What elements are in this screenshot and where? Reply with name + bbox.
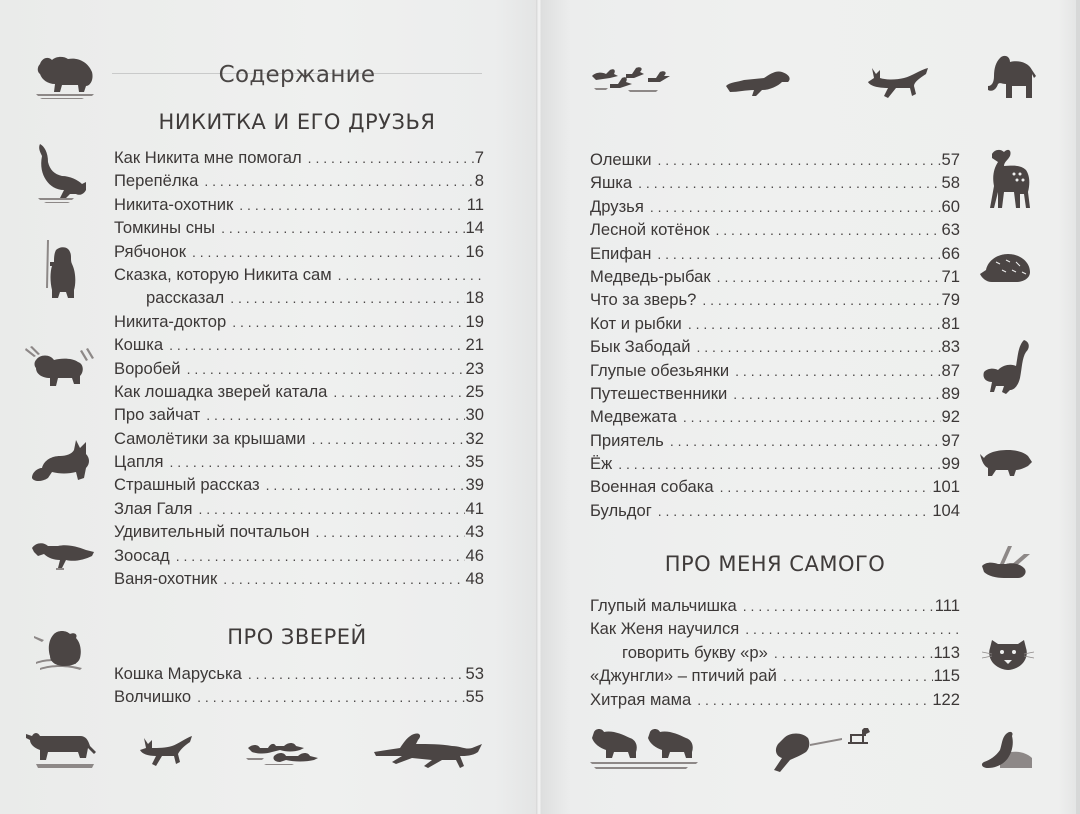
toc-item[interactable]: Олешки . . . 57 xyxy=(590,148,960,171)
page-number: 122 xyxy=(932,689,960,709)
bird-flying-icon xyxy=(978,544,1034,586)
page-number: 18 xyxy=(465,288,484,308)
toc-item[interactable]: Кошка Маруська . . . 53 xyxy=(114,662,484,685)
toc-item[interactable]: Как Никита мне помогал . . . 7 xyxy=(114,146,484,169)
leader-dots xyxy=(248,663,465,686)
toc-item[interactable]: Как Женя научился . . . xyxy=(590,617,960,640)
page-edge xyxy=(1076,0,1080,814)
leader-dots xyxy=(266,474,465,497)
leader-dots xyxy=(650,196,941,219)
toc-item[interactable]: говорить букву «р» . . . 113 xyxy=(590,641,960,664)
leader-dots xyxy=(697,336,941,359)
page-number: 7 xyxy=(474,148,484,167)
page-title: Содержание xyxy=(218,62,376,88)
page-number: 55 xyxy=(465,687,484,707)
toc-list-pro-zverey xyxy=(114,662,484,709)
section-title-pro-menya: ПРО МЕНЯ САМОГО xyxy=(664,552,886,576)
fox-icon xyxy=(866,66,930,100)
page-number: 115 xyxy=(933,666,960,686)
page-number: 25 xyxy=(465,381,484,401)
toc-item[interactable]: Цапля . . . 35 xyxy=(114,450,484,473)
cat-icon xyxy=(34,142,90,206)
leader-dots xyxy=(670,430,941,453)
leader-dots xyxy=(176,545,465,568)
section-title-pro-zverey: ПРО ЗВЕРЕЙ xyxy=(227,625,367,649)
leader-dots xyxy=(312,428,465,451)
page-number: 11 xyxy=(466,194,484,214)
crow-icon xyxy=(724,66,794,100)
page-number: 81 xyxy=(941,313,960,333)
toc-item[interactable]: Сказка, которую Никита сам . . . xyxy=(114,263,484,286)
hunter-icon xyxy=(770,728,842,774)
page-number: 104 xyxy=(932,500,960,520)
leader-dots xyxy=(657,149,940,172)
page-number: 89 xyxy=(941,383,960,403)
toc-item[interactable]: Лесной котёнок . . . 63 xyxy=(590,218,960,241)
page-number: 57 xyxy=(941,150,960,169)
toc-item[interactable]: Глупые обезьянки . . . 87 xyxy=(590,359,960,382)
page-number: 111 xyxy=(934,596,960,615)
toc-list-nikitka xyxy=(114,146,484,590)
leader-dots xyxy=(715,219,940,242)
page-number: 113 xyxy=(933,642,960,662)
page-number: 71 xyxy=(941,266,960,286)
toc-item[interactable]: Хитрая мама . . . 122 xyxy=(590,688,960,711)
leader-dots xyxy=(206,404,464,427)
leader-dots xyxy=(239,194,466,217)
leader-dots xyxy=(638,172,940,195)
ducks-icon xyxy=(588,62,678,96)
page-number: 66 xyxy=(941,243,960,263)
fawn-icon xyxy=(984,146,1032,212)
toc-item[interactable]: Перепёлка . . . 8 xyxy=(114,169,484,192)
toc-item[interactable]: Кот и рыбки . . . 81 xyxy=(590,312,960,335)
toc-item[interactable]: Медвежата . . . 92 xyxy=(590,405,960,428)
toc-item[interactable]: Бульдог . . . 104 xyxy=(590,499,960,522)
page-number: 16 xyxy=(465,241,484,261)
leader-dots xyxy=(170,451,465,474)
boar-icon xyxy=(976,444,1034,478)
leader-dots xyxy=(169,334,464,357)
toc-item[interactable]: Самолётики за крышами . . . 32 xyxy=(114,427,484,450)
squirrel-icon xyxy=(980,730,1036,772)
leader-dots xyxy=(338,264,483,287)
page-number: 46 xyxy=(465,545,484,565)
toc-item[interactable]: Зоосад . . . 46 xyxy=(114,544,484,567)
right-page xyxy=(538,0,1080,814)
toc-item[interactable]: Волчишко . . . 55 xyxy=(114,685,484,708)
leader-dots xyxy=(683,406,941,429)
leader-dots xyxy=(308,147,474,170)
page-number: 79 xyxy=(941,290,960,310)
crow-icon xyxy=(30,538,96,574)
toc-item[interactable]: Удивительный почтальон . . . 43 xyxy=(114,520,484,543)
leader-dots xyxy=(657,243,940,266)
puppy-icon xyxy=(30,438,96,486)
toc-item[interactable]: Томкины сны . . . 14 xyxy=(114,216,484,239)
toc-item[interactable]: Никита-доктор . . . 19 xyxy=(114,310,484,333)
page-number: 58 xyxy=(941,173,960,193)
leader-dots xyxy=(717,266,941,289)
toc-item[interactable]: Приятель . . . 97 xyxy=(590,429,960,452)
toc-item[interactable]: Злая Галя . . . 41 xyxy=(114,497,484,520)
bear-cub-icon xyxy=(34,52,98,100)
fox-icon xyxy=(138,734,194,770)
ducks-icon xyxy=(244,734,324,766)
leader-dots xyxy=(198,498,464,521)
page-number: 19 xyxy=(465,311,484,331)
cat-arched-icon xyxy=(980,338,1032,398)
toc-item[interactable]: «Джунгли» – птичий рай . . . 115 xyxy=(590,664,960,687)
leader-dots xyxy=(702,289,940,312)
toc-item[interactable]: Воробей . . . 23 xyxy=(114,357,484,380)
page-number: 8 xyxy=(474,171,484,191)
toc-item[interactable]: Про зайчат . . . 30 xyxy=(114,403,484,426)
toc-list-continued xyxy=(590,148,960,522)
page-number: 32 xyxy=(465,428,484,448)
toc-item[interactable]: Как лошадка зверей катала . . . 25 xyxy=(114,380,484,403)
leader-dots xyxy=(223,568,464,591)
page-number: 97 xyxy=(941,430,960,450)
toc-list-pro-menya xyxy=(590,594,960,711)
page-number: 35 xyxy=(465,452,484,472)
page-number: 99 xyxy=(941,454,960,474)
leader-dots xyxy=(192,241,465,264)
leader-dots xyxy=(743,595,934,618)
bear-in-water-icon xyxy=(32,628,92,682)
page-number: 39 xyxy=(465,475,484,495)
hedgehog-icon xyxy=(976,250,1032,286)
leader-dots xyxy=(221,217,464,240)
page-number: 48 xyxy=(465,569,484,589)
toy-horse-icon xyxy=(846,726,872,746)
leader-dots xyxy=(230,287,464,310)
leader-dots xyxy=(333,381,464,404)
greyhound-icon xyxy=(372,732,484,772)
toc-item[interactable]: Медведь-рыбак . . . 71 xyxy=(590,265,960,288)
toc-item[interactable]: Что за зверь? . . . 79 xyxy=(590,288,960,311)
toc-item[interactable]: Путешественники . . . 89 xyxy=(590,382,960,405)
leader-dots xyxy=(720,476,932,499)
toc-item[interactable]: Кошка . . . 21 xyxy=(114,333,484,356)
cat-face-icon xyxy=(982,636,1034,670)
toc-item[interactable]: Друзья . . . 60 xyxy=(590,195,960,218)
page-number: 83 xyxy=(941,337,960,357)
toc-item[interactable]: Страшный рассказ . . . 39 xyxy=(114,473,484,496)
page-number: 43 xyxy=(465,522,484,542)
leader-dots xyxy=(745,618,959,641)
book-spine-gutter xyxy=(536,0,542,814)
leader-dots xyxy=(618,453,940,476)
leader-dots xyxy=(658,500,932,523)
toc-item[interactable]: Глупый мальчишка . . . 111 xyxy=(590,594,960,617)
leader-dots xyxy=(316,521,465,544)
page-number: 53 xyxy=(465,664,484,683)
leader-dots xyxy=(232,311,464,334)
page-number: 87 xyxy=(941,360,960,380)
toc-item[interactable]: Ваня-охотник . . . 48 xyxy=(114,567,484,590)
leader-dots xyxy=(774,642,933,665)
toc-item[interactable]: Военная собака . . . 101 xyxy=(590,475,960,498)
leader-dots xyxy=(783,665,933,688)
toc-item[interactable]: рассказал . . . 18 xyxy=(114,286,484,309)
toc-item[interactable]: Епифан . . . 66 xyxy=(590,242,960,265)
toc-item[interactable]: Бык Забодай . . . 83 xyxy=(590,335,960,358)
leader-dots xyxy=(197,686,464,709)
page-number: 63 xyxy=(941,220,960,240)
leader-dots xyxy=(735,360,940,383)
page-number: 23 xyxy=(465,358,484,378)
leader-dots xyxy=(204,170,473,193)
page-number: 60 xyxy=(941,196,960,216)
section-title-nikitka: НИКИТКА И ЕГО ДРУЗЬЯ xyxy=(158,110,436,134)
cow-icon xyxy=(24,728,100,770)
leader-dots xyxy=(688,313,941,336)
page-number: 30 xyxy=(465,405,484,425)
page-number: 21 xyxy=(465,335,484,355)
toc-item[interactable]: Рябчонок . . . 16 xyxy=(114,240,484,263)
page-number: 14 xyxy=(465,218,484,238)
page-number: 101 xyxy=(932,477,960,497)
elephant-icon xyxy=(980,54,1038,102)
leader-dots xyxy=(697,689,931,712)
toc-item[interactable]: Яшка . . . 58 xyxy=(590,171,960,194)
boy-with-stick-icon xyxy=(42,238,78,302)
bear-cub-running-icon xyxy=(22,344,98,392)
toc-item[interactable]: Ёж . . . 99 xyxy=(590,452,960,475)
leader-dots xyxy=(733,383,940,406)
page-number: 92 xyxy=(941,407,960,427)
toc-item[interactable]: Никита-охотник . . . 11 xyxy=(114,193,484,216)
page-number: 41 xyxy=(465,498,484,518)
bear-cubs-icon xyxy=(588,726,704,774)
leader-dots xyxy=(187,358,465,381)
left-page xyxy=(0,0,538,814)
